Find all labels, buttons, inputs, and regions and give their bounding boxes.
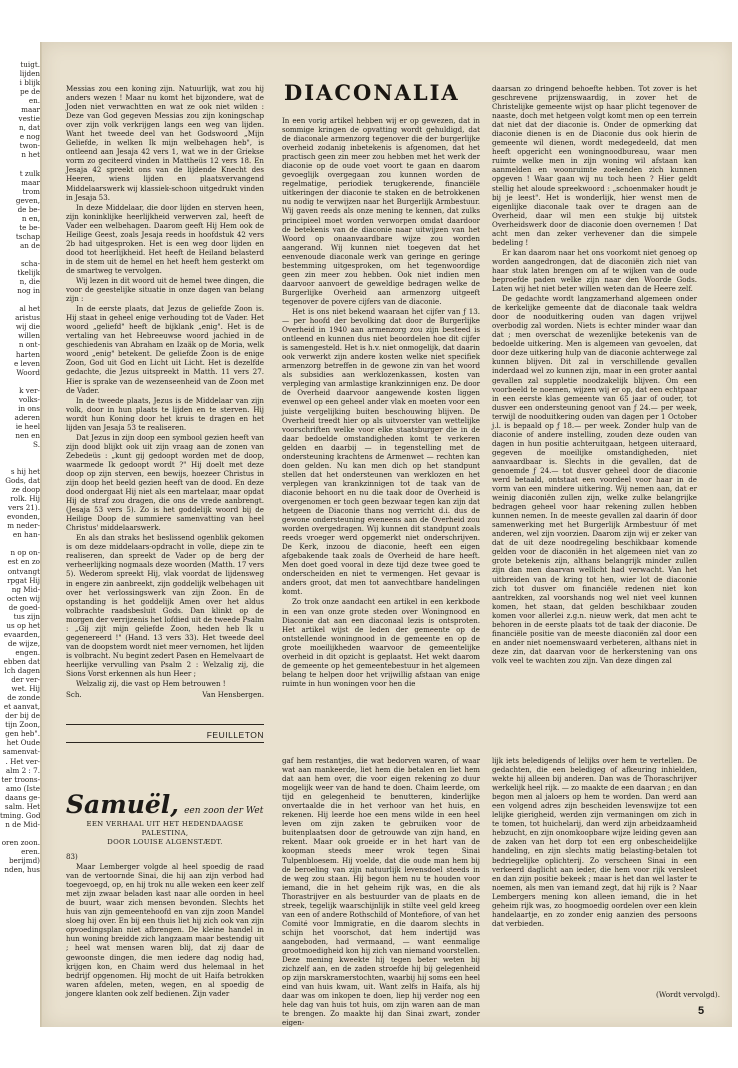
fragment-line: [0, 250, 40, 259]
fragment-line: der ver-: [11, 675, 40, 685]
fragment-line: de wijze,: [7, 638, 40, 648]
fragment-line: tkelijk: [17, 268, 40, 278]
column-3-article: [492, 84, 697, 752]
fragment-line: lijden: [19, 69, 40, 79]
fragment-line: amo (Iste: [5, 783, 40, 793]
fragment-line: m neder-: [7, 521, 40, 531]
masthead-diaconalia: DIACONALIA: [284, 80, 460, 105]
fragment-line: nden, hus: [4, 865, 40, 875]
fragment-line: t zulk: [19, 168, 40, 178]
fragment-line: maar: [21, 177, 40, 187]
fragment-line: nen en: [15, 430, 40, 440]
fragment-line: oren zoon.: [1, 837, 40, 847]
story-author: DOOR LOUISE ALGENSTÆDT.: [107, 838, 223, 846]
fragment-line: ie heel: [15, 421, 40, 431]
fragment-line: n ont-: [18, 340, 40, 350]
signature-left: Sch.: [66, 690, 82, 700]
fragment-line: est en zo: [7, 557, 40, 567]
article-paragraph: Welzalig zij, die vast op Hem betrouwen !: [76, 679, 226, 689]
article-paragraph: En als dan straks het beslissend ogenblik gekomen is om deze middelaars-opdracht in volle, diepe zin te realiseren, dan spreekt de Vader op de berg der verheerlijking nogmaals deze woorden (Matth. 17 vers 5). Wederom spreekt Hij, vlak voordat de lijdensweg in engere zin aanbreekt, zijn goddelijk welbehagen uit over het verlossingswerk van zijn Zoon. En de opstanding is het goddelijk Amen over het aldus volbrachte raadsbesluit Gods. Dan klinkt op de morgen der verrijzenis het lofdied uit de tweede Psalm : „Gij zijt mijn geliefde Zoon, heden heb Ik u gegenereerd !" (Hand. 13 vers 33). Het tweede deel van de doopstem wordt niet meer vernomen, het lijden is volbracht. Nu begint zedert Pasen en Hemelvaart de heerlijke vervulling van Psalm 2 : Welzalig zij, die Sions Vorst erkennen als hun Heer ;: [66, 533, 264, 678]
fragment-line: [0, 295, 40, 304]
diaconalia-paragraph: Zo trok onze aandacht een artikel in een kerkbode in een van onze grote steden over Woningnood en Diaconie dat aan een diaconaal lezis is ontsproten. Het artikel wijst de leden der gemeente op de ontstellende woningnood in de gemeente en op de grote moeilijkheden waarvoor de gemeentelijke overheid in dit opzicht is geplaatst. Het wekt daarom de gemeente op het gemeentebestuur in het algemeen belang te helpen door het vrijwillig afstaan van enige ruimte in hun woningen voor hen die: [282, 597, 480, 688]
page-number: 5: [698, 1005, 705, 1017]
fragment-line: ze doop: [11, 485, 40, 495]
signature-author: Van Hensbergen.: [202, 690, 264, 700]
column-2-story: [282, 756, 480, 1028]
diaconalia-paragraph: Er kan daarom naar het ons voorkomt niet genoeg op worden aangedrongen, dat de diaconiën zich niet van haar stuk laten brengen om af te wijken van de oude beproefde paden welke zijn naar den Woorde Gods. Laten wij het niet beter willen weten dan de Heere zelf.: [492, 247, 697, 294]
fragment-line: pe de: [20, 87, 40, 97]
fragment-line: S.: [33, 439, 40, 449]
feuilleton-label: FEUILLETON: [206, 730, 264, 740]
article-paragraph: Wij lezen in dit woord uit de hemel twee dingen, die voor de geestelijke situatie in onze dagen van belang zijn :: [66, 275, 264, 304]
fragment-line: en.: [28, 96, 40, 106]
fragment-line: salm. Het: [4, 801, 40, 811]
fragment-line: vestie: [18, 114, 40, 124]
fragment-line: octen wij: [6, 593, 40, 603]
fragment-line: ng Mid-: [11, 584, 40, 594]
story-text-col1: Maar Lemberger volgde al heel spoedig de raad van de vertoornde Sinai, die hij aan zijn verbod had toegevoegd, op, en hij trok nu alle weken een keer zelf met zijn zwaar beladen kast naar alle oorden in heel de buurt, waar zich mensen bevonden. Slechts het huis van zijn gemeentehoofd en van zijn zoon Mandel sloeg hij over. En bij een thuis liet hij zich ook van zijn opvoedingsplan niet afbrengen. De kleine handel in hun woning breidde zich langzaam maar bestendig uit ; heel wat mensen waren blij, dat zij daar de gewoonste dingen, die men iedere dag nodig had, krijgen kon, en Chaim werd dus helemaal in het bedrijf opgenomen. Hij mocht de uit Haifa betrokken waren afdelen, meten, wegen, en al spoedig de jongere klanten ook zelf bedienen. Zijn vader: [66, 862, 264, 998]
fragment-line: de zonde: [7, 693, 40, 703]
fragment-line: berijmd): [8, 856, 40, 866]
fragment-line: trom: [22, 186, 40, 196]
divider-rule-bottom: [66, 742, 264, 743]
fragment-line: alm 2 : 7.: [5, 765, 40, 775]
fragment-line: et aanvat,: [3, 702, 40, 712]
fragment-line: samenvat-: [2, 747, 40, 757]
fragment-line: ter troons-: [1, 774, 40, 784]
story-installment-number: 83): [66, 852, 78, 861]
fragment-line: lch dagen: [4, 666, 40, 676]
fragment-line: tus zijn: [13, 611, 40, 621]
fragment-line: twon-: [19, 141, 40, 151]
fragment-line: te be-: [19, 222, 40, 232]
fragment-line: in ons: [18, 403, 40, 413]
fragment-line: wet. Hij: [11, 684, 40, 694]
article-signature: [66, 690, 264, 699]
fragment-line: aristus: [15, 313, 40, 323]
article-paragraph: In deze Middelaar, die door lijden en sterven heen, zijn koninklijke heerlijkheid verwerven zal, heeft de Vader een welbehagen. Daarom geeft Hij Hem ook de Heilige Geest, zoals Jesaja reeds in hoofdstuk 42 vers 2b had uitgesproken. Het is een weg door lijden en dood tot heerlijkheid. Het heeft de Heiland belasterd in de stem uit de hemel en het heeft hem gesterkt om de smartweg te vervolgen.: [66, 202, 264, 275]
story-title: [66, 790, 271, 819]
column-3-story: [492, 756, 697, 984]
fragment-line: al het: [19, 304, 40, 314]
fragment-line: het Oude: [6, 738, 40, 748]
fragment-line: de goed-: [8, 602, 40, 612]
fragment-line: n, die: [19, 277, 40, 287]
fragment-line: wij die: [15, 322, 40, 332]
fragment-line: vers 21).: [8, 503, 40, 513]
fragment-line: harten: [15, 349, 40, 359]
fragment-line: aderen: [14, 412, 40, 422]
fragment-line: de be-: [17, 204, 40, 214]
fragment-line: evonden,: [6, 512, 40, 522]
fragment-line: rolk. Hij: [10, 494, 40, 504]
fragment-line: tming. God: [0, 810, 41, 820]
fragment-line: an de: [19, 240, 40, 250]
column-2-article: [282, 116, 480, 756]
story-text-col3: lijk iets beledigends of lelijks over hem te vertellen. De gedachten, die een beledigeg of afkeuring inhielden, wekte hij alleen bij anderen. Dan was de Thoraschrijver werkelijk heel rijk. — zo maakte de een daarvan ; en dan begon men al jaloers op hem te worden. Dan werd aan een volgend adres zijn bescheiden levenswijze tot een lelijke gierigheid, werden zijn vermaningen om zich in te tomen, tot huichelarij, dan werd zijn arbeidzaamheid hebzucht, en zijn onomkoopbare wijze leiding geven aan de zaken van het dorp tot een erg onbescheidelijke handeling, en zijn slechts matig belasting-betalen tot bedriegelijke oplichterij. Zo verscheen Sinai in een verkeerd daglicht aan ieder, die hem voor rijk versleet en dan zijn positie bekeek ; maar is het dan wel laster te noemen, als men van iemand zegt, dat hij rijk is ? Naar Lembergers mening kon alleen iemand, die in het geheim rijk was, zo hoogmoedig oordelen over een klein handelaartje, en zo zonder enig aanzien des persoons dat verbieden.: [492, 756, 697, 928]
fragment-line: ebben dat: [3, 657, 40, 666]
story-subtitle-line-2: PALESTINA,: [141, 829, 189, 837]
article-paragraph: In de tweede plaats, Jezus is de Middelaar van zijn volk, door in hun plaats te lijden en te sterven. Hij wordt hun Koning door het kruis te dragen en het lijden van Jesaja 53 te realiseren.: [66, 395, 264, 432]
fragment-block-bottom: [0, 467, 40, 874]
fragment-line: scha-: [20, 259, 40, 269]
fragment-line: tijn Zoon,: [5, 720, 40, 730]
fragment-line: evaarden,: [3, 629, 40, 639]
fragment-line: geven,: [15, 195, 40, 205]
fragment-line: Gods, dat: [5, 476, 40, 486]
article-paragraph: Dat Jezus in zijn doop een symbool gezien heeft van zijn dood blijkt ook uit zijn vraag aan de zonen van Zebedeüs : „kunt gij gedoopt worden met de doop, waarmede Ik gedoopt wordt ?" Hij doelt met deze doop op zijn sterven, een bewijs, hoezeer Christus in zijn doop het beeld gezien heeft van de dood. En deze dood ondergaat Hij niet als een martelaar, maar opdat Hij de straf zou dragen, die ons de vrede aanbrengt. (Jesaja 53 vers 5). Zo is het goddelijk woord bij de Heilige Doop de summiere samenvatting van heel Christus' middelaarswerk.: [66, 432, 264, 533]
fragment-line: tschap: [15, 231, 40, 241]
fragment-block-top: [0, 60, 40, 449]
diaconalia-paragraph: daarsan zo dringend behoefte hebben. Tot zover is het geschrevene prijzenswaardig, in zover het de Christelijke gemeente wijst op haar plicht tegenover de naaste, doch met hetgeen volgt komt men op een terrein dat niet dat der diaconie is. Onder de opmerking dat diaconie dienen is en de Diaconie dus ook hierin de gemeente wil dienen, wordt medegedeeld, dat men heeft opgericht een woningnoodbureau, waar men ruimte welke men in zijn woning wil afstaan kan aanmelden en woonruimte zoekenden zich kunnen opgeven ! Waar gaan wij nu toch heen ? Hier geldt stellig het aloude spreekwoord : „schoenmaker houdt je bij je leest". Het is wonderlijk, hier wenst men de eigenlijke diaconale taak over te dragen aan de Overheid, daar wil men een stukje bij uitstek Overheidswerk door de diaconie doen overnemen ! Dat acht men dan zeker verhevener dan die simpele bedeling !: [492, 84, 697, 247]
column-1-article: [66, 84, 264, 718]
fragment-line: [0, 539, 40, 548]
article-paragraph: Messias zou een koning zijn. Natuurlijk, wat zou hij anders wezen ! Maar nu komt het bijzondere, wat de Joden niet verwachtten en wat ze ook niet wilden : Deze van God gegeven Messias zou zijn koningschap over zijn volk verkrijgen langs een weg van lijden. Want het tweede deel van het Godswoord „Mijn Geliefde, in welken Ik mijn welbehagen heb", is ontleend aan Jesaja 42 vers 1, wat we in der Griekse vorm zo geciteerd vinden in Mattheüs 12 vers 18. En Jesaja 42 spreekt ons van de lijdende Knecht des Heeren, wiens lijden en plaatsvervangend Middelaarswerk wij klassiek-schoon uitgedrukt vinden in Jesaja 53.: [66, 84, 264, 202]
fragment-line: Woord: [16, 367, 40, 377]
previous-page-fragment: [0, 60, 40, 1020]
fragment-line: [0, 377, 40, 386]
fragment-line: n en,: [21, 213, 40, 223]
diaconalia-paragraph: Het is ons niet bekend waaraan het cijfer van ƒ 13.— per hoofd der bevolking dat door de Burgerlijke Overheid in 1940 aan armenzorg zou zijn besteed is ontleend en kunnen dus niet beoordelen hoe dit cijfer is samengesteld. Het is h.v. niet onmogelijk, dat daarin ook verwerkt zijn andere kosten welke niet specifiek armenzorg betreffen in de gewone zin van het woord als subsidies aan werklozenkassen, kosten van verpleging van armlastige krankzinnigen enz. De door de Overheid daarvoor aangewende kosten liggen evenwel op een geheel ander vlak en moeten voor een juiste vergelijking buiten beschouwing blijven. De Overheid treedt hier op als uitvoerster van wettelijke voorschriften welke voor elke staatsburger die in de daar bedoelde omstandigheden komt te verkeren gelden en daarbij — in tegenstelling met de ondersteuning krachtens de Armenwet — rechten kan doen gelden. Nu kan men dich op het standpunt stellen dat het ondersteunen van werklozen en het verplegen van krankzinnigen tot de taak van de diaconie behoort en nu die taak door de Overheid is overgenomen er toch geen bezwaar tegen kan zijn dat hetgeen de Diaconie thans nog verricht d.i. dus de gewone ondersteuning eveneens aan de Overheid zou worden overgedragen. Wij kunnen dit standpunt zoals reeds vroeger werd opgemerkt niet onderschrijven. De Kerk, inzoou de diaconie, heeft een eigen afgebakende taak zoals de Overheid de hare heeft. Men doet goed vooral in deze tijd deze twee goed te onderscheiden en niet te vermengen. Het gevaar is anders groot, dat men tot aanvechtbare handelingen komt.: [282, 306, 480, 597]
fragment-line: k ver-: [19, 385, 40, 395]
fragment-line: ontvangt: [7, 566, 40, 576]
story-subtitle: [66, 820, 264, 847]
fragment-line: willen: [18, 331, 40, 341]
fragment-line: nog in: [17, 286, 40, 296]
fragment-line: daans ge-: [4, 792, 40, 802]
fragment-line: s hij het: [10, 467, 40, 477]
fragment-line: engen.: [15, 647, 40, 657]
story-title-tagline: een zoon der Wet: [184, 806, 264, 816]
fragment-line: der bij de: [5, 711, 40, 721]
fragment-line: n het: [21, 150, 40, 160]
fragment-line: gen heb".: [5, 729, 40, 739]
fragment-line: tuigt.: [20, 60, 40, 69]
fragment-line: en han-: [12, 530, 40, 540]
fragment-line: volks-: [18, 394, 40, 404]
diaconalia-paragraph: In een vorig artikel hebben wij er op gewezen, dat in sommige kringen de opvatting wordt gehuldigd, dat de diaconale armenzorg tegenover die der burgerlijke overheid zodanig inbetekenis is afgenomen, dat het practisch geen zin meer zou hebben met het werk der diaconie op de oude voet voort te gaan en daarom gevoeglijk overgegaan zou kunnen worden de regelmatige, periodiek terugkerende, financiële uitkeringen der diaconie te staken en de betrokkenen nu nodig te verwijzen naar het Burgerlijk Armbestuur. Wij gaven reeds als onze mening te kennen, dat zulks principieel moet worden verworpen omdat daardoor de betekenis van de diaconie naar uitwijzen van het Woord op onaanvaardbare wijze zou worden aangerand. Wij kunnen niet toegeven dat het eenvenoude diaconale werk van geringe en geringe bestemming uitgesproken, om het tegenwoordige geen zin meer zou hebben. Ook niet indien men daarvoor aanvoert de geweldige bedragen welke de Burgerlijke Overheid aan armenzorg uitgeeft tegenover de povere cijfers van de diaconie.: [282, 116, 480, 306]
story-text-col2: gaf hem restantjes, die wat bedorven waren, of waar wat aan mankeerde, liet hem die betalen en liet hem dat aan hem over, die voor eigen rekening zo duur mogelijk weer van de hand te doen. Chaim leerde, om tijd en gelegenheid te benutteren, kinderlijke onvertaalde die in het verhoor van het huis, en rekenen. Hij leerde hoe een mens wilde in een heel leven om zijn zaken te gebruiken voor de buitenplaatsen door de getrouwde van zijn hand, en rekent. Maar ook groeide er in het hart van de koopman steeds meer wrok tegen Sinai Tulpenbloesem. Hij voelde, dat die oude man hem bij de beroeling van zijn natuurlijk levensdoel steeds in de weg zou staan. Hij begon hem nu te houden voor iemand, die in het geheim rijk was, en die als Thorastrijver en als bestuurder van de plaats en de streek, tegelijk waarschijnlijk in stilte veel geld kreeg van een of andere Rothschild of Montefiore, of van het Comité voor Immigratie, en die daarom slechts in schijn het voorschot, dat hem indertijd was aangeboden, had vermaand, — want eenmalige grootmoedigheid kon hij zich van niemand voorstellen. Deze mening kweekte hij tegen beter weten bij zichzelf aan, en de zaden stroefde hij bij gelegenheid op zijn marskramerstochten, waarbij hij soms een heel eind van huis kwam, uit. Want zelfs in Haifa, als hij daar was om inkopen te doen, liep hij verder nog een hele dag van huis tot huis, om zijn waren aan de man te brengen. Zo maakte hij dan Sinai zwart, zonder eigen-: [282, 756, 480, 1028]
fragment-line: rpgat Hij: [7, 575, 40, 585]
fragment-line: n, dat: [19, 123, 40, 133]
fragment-line: n op on-: [10, 548, 40, 558]
fragment-line: eren.: [21, 846, 40, 856]
fragment-line: maar: [21, 105, 40, 115]
article-paragraph: In de eerste plaats, dat Jezus de geliefde Zoon is. Hij staat in geheel enige verhouding tot de Vader. Het woord „geliefd" heeft de bijklank „enig". Het is de vertaling van het Hebreeuwse woord jachied in de geschiedenis van Abraham en Izaäk op de Moria, welk woord „enig" betekent. De geliefde Zoon is de enige Zoon, God uit God en Licht uit Licht. Het is dezelfde gedachte, die Jezus uitspreekt in Matth. 11 vers 27. Hier is sprake van de wezenseenheid van de Zoon met de Vader.: [66, 304, 264, 395]
to-be-continued: (Wordt vervolgd).: [656, 990, 720, 999]
fragment-line: us op het: [6, 620, 40, 630]
fragment-line: [0, 160, 40, 169]
story-subtitle-line-1: EEN VERHAAL UIT HET HEDENDAAGSE: [86, 820, 244, 828]
fragment-line: [0, 829, 40, 838]
diaconalia-paragraph: De gedachte wordt langzamerhand algemeen onder de kerkelijke gemeente dat de diaconale taak weldra door de nooduitkering ouden van dagen vrijwel overbodig zal worden. Niets is echter minder waar dan dat ; men overschat de wezenlijke betekenis van de bedoelde uitkering. Men is algemeen van gevoelen, dat door deze uitkering hulp van de diaconie achterwege zal kunnen blijven. Dit zal in verschillende gevallen inderdaad wel zo kunnen zijn, maar in een groter aantal gevallen zal suppletie noodzakelijk blijven. Om een voorbeeld te noemen, wijzen wij er op, dat een echtpaar in een eerste klas gemeente van 65 jaar of ouder, tot dusver een ondersteuning genoot van ƒ 24.— per week, terwijl de nooduitkering ouden van dagen per 1 October j.l. is bepaald op ƒ 18.— per week. Zonder hulp van de diaconie of andere instelling, zouden deze ouden van dagen in hun positie achteruitgaan, hetgeen uiteraard, gegeven de moeilijke omstandigheden, niet aanvaardbaar is. Slechts in die gevallen, dat de genoemde ƒ 24.— tot dusver geheel door de diaconie werd betaald, ontstaat een voordeel voor haar in de vorm van een mindere uitkering. Wij nemen aan, dat er weinig diaconiën zullen zijn, welke zulke belangrijke bedragen geheel voor haar rekening zullen hebben kunnen nemen. In de meeste gevallen zal daarin óf door samenwerking met het Burgerlijk Armbestuur óf met anderen, wel zijn voorzien. Daarom zijn wij er zeker van dat de uit deze noodregeling beschikbaar komende gelden voor de diaconiën in het algemeen niet van zo grote betekenis zijn, althans belangrijk minder zullen zijn dan men daarvan wellicht had verwacht. Van het uitbreiden van de kring tot hen, wier lot de diaconie zich tot dusver om financiële redenen niet kon aantrekken, zal voorshands nog wel niet veel kunnen komen, het staan, dat gelden beschikbaar zouden komen voor allerlei z.g.n. nieuw werk, dat men acht te behoren in de eerste plaats tot de taak der diaconie. De financiële positie van de meeste diaconiën zal door een en ander niet noemenswaard verbeteren, althans niet in deze zin, dat daarvan voor de herkerstening van ons volk veel te wachten zou zijn. Van deze dingen zal: [492, 294, 697, 665]
fragment-line: e nog: [19, 132, 40, 142]
fragment-line: . Het ver-: [5, 756, 40, 766]
fragment-line: i blijk: [19, 78, 40, 88]
fragment-line: n de Mid-: [5, 819, 40, 829]
divider-rule-top: [66, 724, 264, 725]
fragment-line: e leven: [13, 358, 40, 368]
story-title-name: Samuël,: [66, 790, 179, 819]
column-1-story: [66, 852, 264, 1012]
